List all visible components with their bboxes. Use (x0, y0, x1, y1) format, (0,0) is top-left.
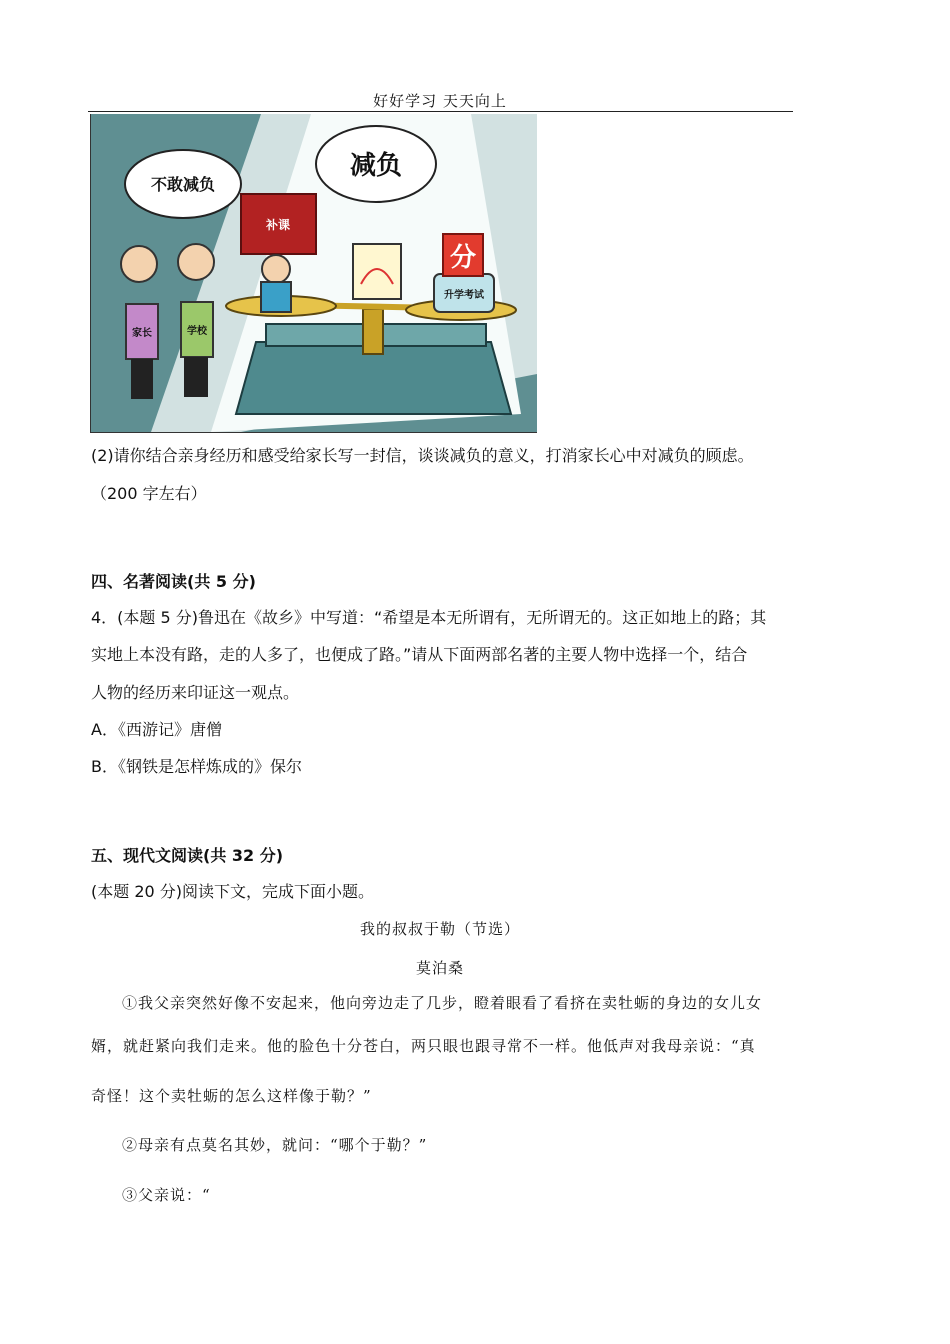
paragraph-1-line3: 奇怪！这个卖牡蛎的怎么这样像于勒？” (91, 1087, 372, 1105)
paragraph-3: ③父亲说：“ (122, 1186, 211, 1204)
q3-prompt-line1: (2)请你结合亲身经历和感受给家长写一封信，谈谈减负的意义，打消家长心中对减负的顾虑。 (91, 446, 754, 465)
books-label: 补课 (265, 218, 291, 232)
q3-prompt-line2: （200 字左右） (91, 484, 207, 503)
score-label: 分 (449, 243, 477, 273)
paragraph-1-line2: 婿，就赶紧向我们走来。他的脸色十分苍白，两只眼也跟寻常不一样。他低声对我母亲说：“真 (91, 1037, 756, 1055)
paragraph-1-line1: ①我父亲突然好像不安起来，他向旁边走了几步，瞪着眼看了看挤在卖牡蛎的身边的女儿女 (122, 994, 763, 1012)
page-header: 好好学习 天天向上 (373, 92, 507, 110)
article-author: 莫泊桑 (415, 959, 464, 977)
section5-intro: (本题 20 分)阅读下文，完成下面小题。 (91, 882, 375, 901)
bubble-left-text: 不敢减负 (150, 175, 216, 194)
header-divider (88, 111, 793, 112)
q4-line1: 4．(本题 5 分)鲁迅在《故乡》中写道：“希望是本无所谓有，无所谓无的。这正如地上的路；其 (91, 608, 767, 627)
parent-label: 家长 (132, 328, 152, 339)
bubble-right-text: 减负 (349, 151, 403, 181)
q4-option-a: A．《西游记》唐僧 (91, 720, 222, 739)
exam-label: 升学考试 (444, 290, 484, 301)
section4-title: 四、名著阅读(共 5 分) (91, 572, 256, 591)
school-label: 学校 (187, 326, 207, 337)
q4-option-b: B．《钢铁是怎样炼成的》保尔 (91, 757, 302, 776)
section5-title: 五、现代文阅读(共 32 分) (91, 846, 284, 865)
paragraph-2: ②母亲有点莫名其妙，就问：“哪个于勒？” (122, 1136, 428, 1154)
q4-line3: 人物的经历来印证这一观点。 (91, 683, 300, 702)
q4-line2: 实地上本没有路，走的人多了，也便成了路。”请从下面两部名著的主要人物中选择一个，结合 (91, 645, 748, 664)
burden-reduction-cartoon (90, 114, 537, 433)
article-title: 我的叔叔于勒（节选） (359, 920, 520, 938)
